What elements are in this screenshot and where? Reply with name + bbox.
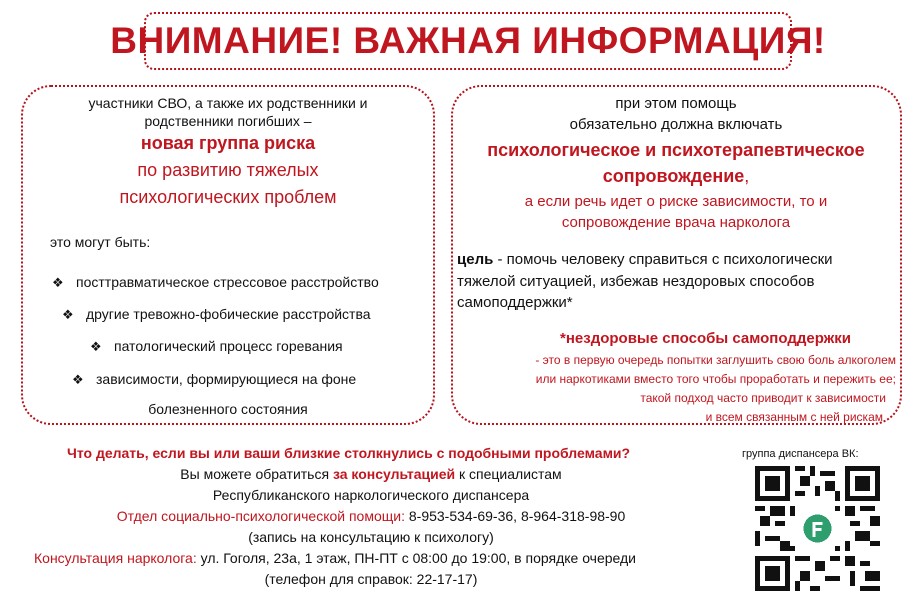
qr-label: группа диспансера ВК: [742, 448, 859, 460]
narcologist-line [34, 550, 636, 566]
footnote-line: и всем связанным с ней рискам [705, 410, 883, 424]
support-heading-2 [456, 166, 896, 187]
dependency-line-2: сопровождение врача нарколога [561, 214, 791, 231]
footnote-line: - это в первую очередь попытки заглушить свою боль алкоголем [535, 353, 896, 367]
goal-line-1 [457, 251, 833, 268]
goal-line-3: самоподдержки* [457, 294, 573, 311]
support-heading-comma: , [744, 166, 750, 186]
footnote-title: *нездоровые способы самоподдержки [560, 330, 852, 347]
title-banner [110, 12, 826, 70]
dependency-line-1: а если речь идет о риске зависимости, то и [524, 193, 828, 210]
list-item-text: зависимости, формирующиеся на фоне [96, 371, 357, 387]
list-item-continuation: болезненного состояния [148, 401, 308, 417]
diamond-bullet-icon: ❖ [72, 372, 84, 387]
clinic-name: Республиканского наркологического диспансера [212, 487, 530, 503]
help-question: Что делать, если вы или ваши близкие столкнулись с подобными проблемами? [67, 445, 631, 461]
list-item [52, 274, 379, 291]
support-heading-word: сопровождение [602, 166, 745, 186]
could-be-label: это могут быть: [50, 234, 151, 250]
contact-pre: Вы можете обратиться [180, 466, 333, 482]
goal-word: цель [457, 251, 494, 268]
page-title: ВНИМАНИЕ! ВАЖНАЯ ИНФОРМАЦИЯ! [110, 20, 826, 61]
list-item-text: патологический процесс горевания [114, 338, 343, 354]
support-heading-1: психологическое и психотерапевтическое [487, 140, 865, 160]
list-item-text: посттравматическое стрессовое расстройство [76, 274, 379, 290]
list-item [90, 338, 343, 355]
contact-line [21, 466, 721, 482]
diamond-bullet-icon: ❖ [62, 307, 74, 322]
dept-phones: 8-953-534-69-36, 8-964-318-98-90 [404, 508, 626, 524]
diamond-bullet-icon: ❖ [90, 339, 102, 354]
list-item [62, 306, 371, 323]
dept-label: Отдел социально-психологической помощи: [116, 508, 405, 524]
list-item-text: другие тревожно-фобические расстройства [86, 306, 371, 322]
footnote-line: или наркотиками вместо того чтобы проработать и пережить ее; [535, 372, 896, 386]
goal-line-2: тяжелой ситуацией, избежав нездоровых способов [457, 273, 815, 290]
goal-text: - помочь человеку справиться с психологически [493, 251, 833, 268]
list-item [72, 371, 356, 388]
dept-note: (запись на консультацию к психологу) [248, 529, 494, 545]
qr-code-icon[interactable] [755, 466, 880, 591]
help-line-1: при этом помощь [615, 95, 737, 112]
help-line-2: обязательно должна включать [569, 116, 783, 133]
contact-bold: за консультацией [332, 466, 456, 482]
risk-line-2: по развитию тяжелых [137, 160, 319, 180]
risk-heading: новая группа риска [140, 133, 316, 153]
intro-line-1: участники СВО, а также их родственники и [88, 95, 368, 111]
footnote-line: такой подход часто приводит к зависимости [640, 391, 886, 405]
intro-line-2: родственники погибших – [144, 113, 312, 129]
contact-post: к специалистам [455, 466, 562, 482]
narcologist-label: Консультация нарколога: [34, 550, 197, 566]
diamond-bullet-icon: ❖ [52, 275, 64, 290]
reference-phone: (телефон для справок: 22-17-17) [264, 571, 478, 587]
risk-line-3: психологических проблем [119, 187, 337, 207]
narcologist-info: ул. Гоголя, 23а, 1 этаж, ПН-ПТ с 08:00 до 19:00, в порядке очереди [196, 550, 637, 566]
dept-line [21, 508, 721, 524]
